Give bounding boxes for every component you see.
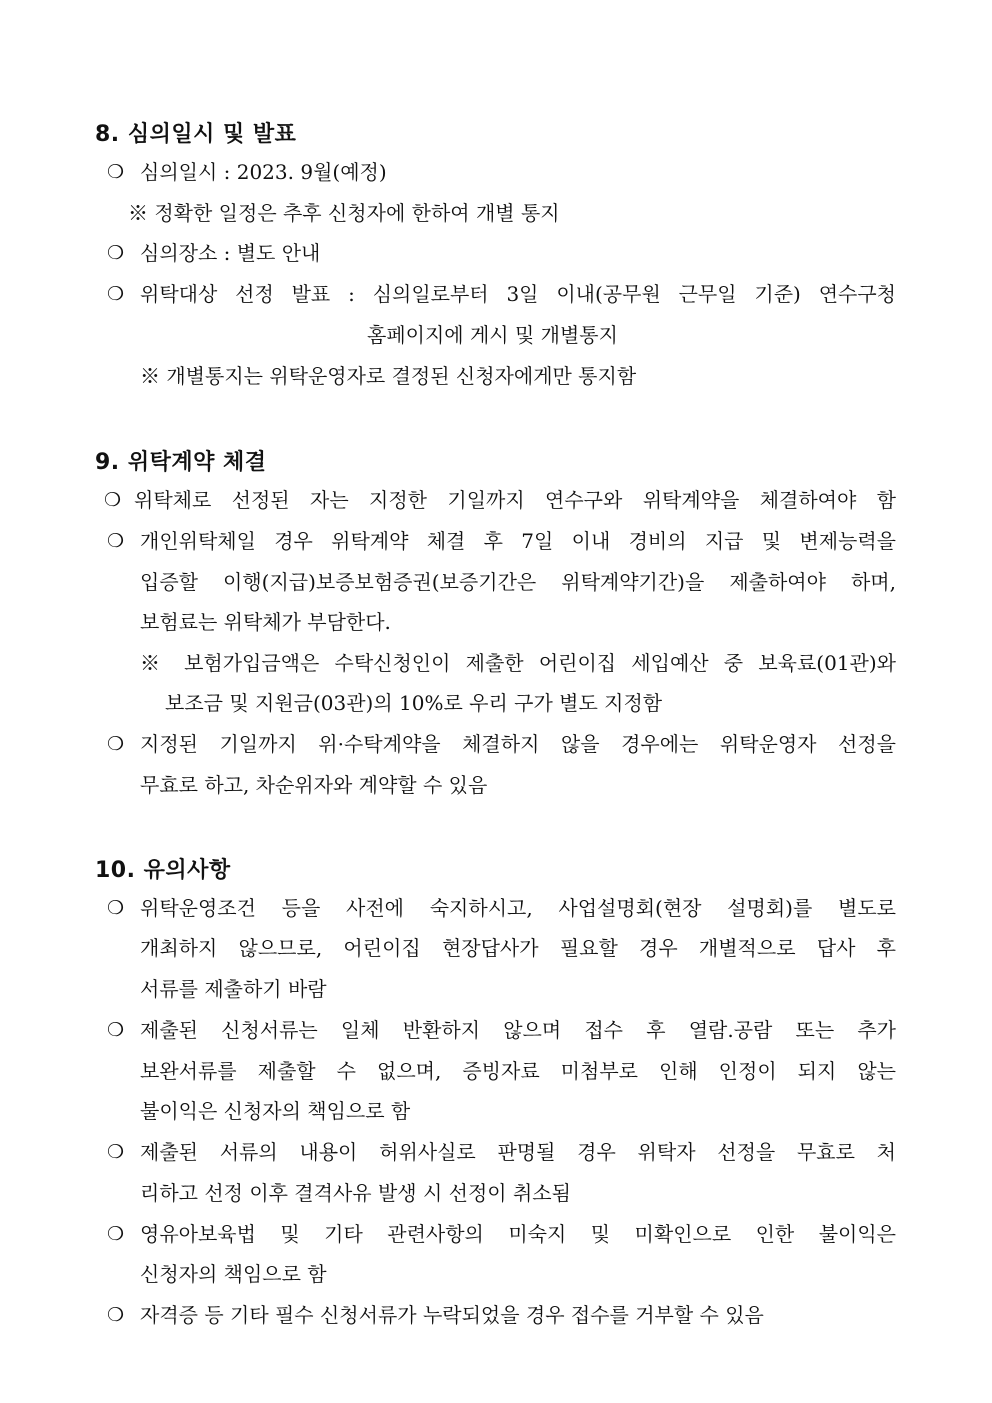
section-10-item-false-info: 제출된 서류의 내용이 허위사실로 판명될 경우 위탁자 선정을 무효로 처 [140,1140,896,1164]
section-10-heading: 10. 유의사항 [95,858,231,883]
section-10-item-conditions-cont-1: 개최하지 않으므로, 어린이집 현장답사가 필요할 경우 개별적으로 답사 후 [140,936,896,960]
section-10-item-law: 영유아보육법 및 기타 관련사항의 미숙지 및 미확인으로 인한 불이익은 [140,1222,896,1246]
section-8-item-announcement-cont: 홈페이지에 게시 및 개별통지 [367,323,618,347]
bullet-icon: ❍ [107,897,125,919]
section-9-item-invalid: 지정된 기일까지 위·수탁계약을 체결하지 않을 경우에는 위탁운영자 선정을 [140,732,896,756]
section-10-item-conditions-cont-2: 서류를 제출하기 바람 [140,977,327,1001]
section-10-item-documents-cont-2: 불이익은 신청자의 책임으로 함 [140,1099,411,1123]
section-10-item-conditions: 위탁운영조건 등을 사전에 숙지하시고, 사업설명회(현장 설명회)를 별도로 [140,896,896,920]
section-9-item-invalid-cont: 무효로 하고, 차순위자와 계약할 수 있음 [140,773,488,797]
section-10-item-missing-docs: 자격증 등 기타 필수 신청서류가 누락되었을 경우 접수를 거부할 수 있음 [140,1303,764,1327]
section-9-item-guarantee-cont-1: 입증할 이행(지급)보증보험증권(보증기간은 위탁계약기간)을 제출하여야 하며, [140,570,896,594]
bullet-icon: ❍ [107,733,125,755]
section-9-item-guarantee: 개인위탁체일 경우 위탁계약 체결 후 7일 이내 경비의 지급 및 변제능력을 [140,529,897,553]
section-8-item-venue: 심의장소 : 별도 안내 [140,241,321,265]
section-8-note-schedule: ※ 정확한 일정은 추후 신청자에 한하여 개별 통지 [128,201,560,225]
section-10-item-false-info-cont: 리하고 선정 이후 결격사유 발생 시 선정이 취소됨 [140,1181,571,1205]
section-8-note-notification: ※ 개별통지는 위탁운영자로 결정된 신청자에게만 통지함 [140,364,637,388]
bullet-icon: ❍ [104,489,122,511]
section-9-item-guarantee-cont-2: 보험료는 위탁체가 부담한다. [140,610,391,634]
bullet-icon: ❍ [107,1304,125,1326]
bullet-icon: ❍ [107,242,125,264]
section-8-item-schedule: 심의일시 : 2023. 9월(예정) [140,160,387,184]
section-10-item-documents: 제출된 신청서류는 일체 반환하지 않으며 접수 후 열람.공람 또는 추가 [140,1018,896,1042]
section-8-item-announcement: 위탁대상 선정 발표 : 심의일로부터 3일 이내(공무원 근무일 기준) 연수구청 [140,282,896,306]
section-10-item-documents-cont-1: 보완서류를 제출할 수 없으며, 증빙자료 미첨부로 인해 인정이 되지 않는 [140,1059,896,1083]
section-9-item-contract-deadline: 위탁체로 선정된 자는 지정한 기일까지 연수구와 위탁계약을 체결하여야 함 [134,488,896,512]
section-10-item-law-cont: 신청자의 책임으로 함 [140,1262,327,1286]
bullet-icon: ❍ [107,1223,125,1245]
section-9-note-insurance: ※ 보험가입금액은 수탁신청인이 제출한 어린이집 세입예산 중 보육료(01관)와 [140,651,896,675]
section-8-heading: 8. 심의일시 및 발표 [95,122,297,147]
section-9-note-insurance-cont: 보조금 및 지원금(03관)의 10%로 우리 구가 별도 지정함 [165,691,663,715]
bullet-icon: ❍ [107,1141,125,1163]
bullet-icon: ❍ [107,1019,125,1041]
section-9-heading: 9. 위탁계약 체결 [95,450,267,475]
bullet-icon: ❍ [107,530,125,552]
bullet-icon: ❍ [107,283,125,305]
bullet-icon: ❍ [107,161,125,183]
